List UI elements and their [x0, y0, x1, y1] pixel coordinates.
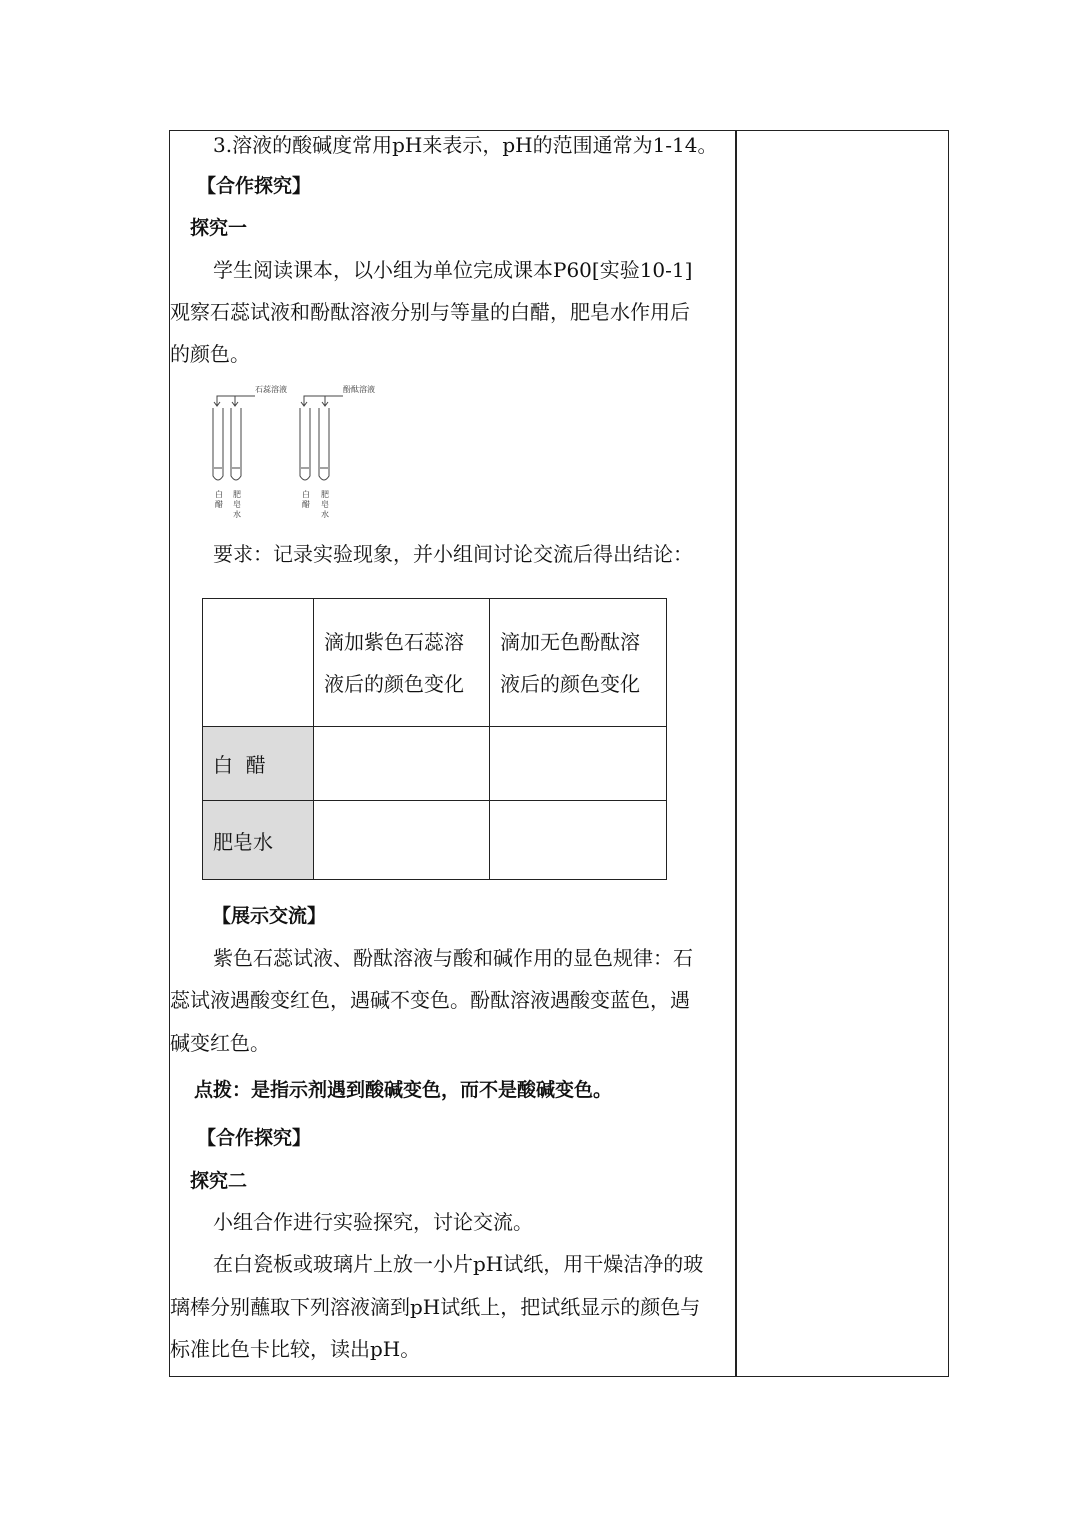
tube-label: 皂 [321, 500, 329, 509]
table-row [203, 801, 667, 880]
header-line: 滴加无色酚酞溶 [500, 629, 640, 654]
header-line: 液后的颜色变化 [500, 671, 640, 696]
header-line: 液后的颜色变化 [324, 671, 464, 696]
inquiry-one-title: 探究一 [190, 217, 248, 239]
tube-label: 水 [321, 510, 329, 519]
arrow-path [217, 396, 235, 406]
section-heading-cooperative-inquiry-2: 【合作探究】 [197, 1127, 312, 1149]
table-cell [490, 801, 667, 880]
inquiry-two-text-line: 在白瓷板或玻璃片上放一小片pH试纸，用干燥洁净的玻 [213, 1252, 704, 1276]
test-tube-figure [205, 380, 390, 530]
header-line: 滴加紫色石蕊溶 [324, 629, 464, 654]
inquiry-two-text-line: 小组合作进行实验探究，讨论交流。 [213, 1210, 533, 1234]
tube-label: 肥 [321, 490, 329, 499]
column-divider [735, 130, 737, 1377]
tube-label: 白 [302, 490, 310, 499]
litmus-solution-label: 石蕊溶液 [255, 385, 287, 394]
inquiry-one-text-line: 学生阅读课本，以小组为单位完成课本P60[实验10-1] [213, 258, 693, 282]
test-tube-white-vinegar-2 [300, 408, 310, 480]
section-heading-cooperative-inquiry: 【合作探究】 [197, 175, 312, 197]
exchange-text-line: 紫色石蕊试液、酚酞溶液与酸和碱作用的显色规律：石 [213, 946, 693, 970]
section-heading-display-exchange: 【展示交流】 [212, 905, 327, 927]
observation-table [202, 598, 667, 880]
table-cell [490, 727, 667, 801]
test-tube-soap-water-1 [231, 408, 241, 480]
table-cell [314, 727, 490, 801]
tube-label: 醋 [215, 500, 223, 509]
test-tube-white-vinegar-1 [213, 408, 223, 480]
exchange-text-line: 碱变红色。 [170, 1031, 270, 1055]
arrow-path [304, 396, 325, 406]
table-row [203, 727, 667, 801]
row-label-white-vinegar: 白 醋 [203, 727, 314, 801]
phenolphthalein-solution-label: 酚酞溶液 [343, 385, 375, 394]
row-label-soap-water: 肥皂水 [203, 801, 314, 880]
tube-label: 皂 [233, 500, 241, 509]
table-header-row [203, 599, 667, 727]
inquiry-one-text-line: 观察石蕊试液和酚酞溶液分别与等量的白醋，肥皂水作用后 [170, 300, 690, 324]
exchange-text-line: 蕊试液遇酸变红色，遇碱不变色。酚酞溶液遇酸变蓝色，遇 [170, 988, 690, 1012]
inquiry-two-text-line: 璃棒分别蘸取下列溶液滴到pH试纸上，把试纸显示的颜色与 [170, 1295, 701, 1319]
tube-label: 白 [215, 490, 223, 499]
requirement-text: 要求：记录实验现象，并小组间讨论交流后得出结论： [213, 542, 693, 566]
inquiry-one-text-line: 的颜色。 [170, 342, 250, 366]
tube-label: 肥 [233, 490, 241, 499]
table-cell [314, 801, 490, 880]
table-corner-cell [203, 599, 314, 727]
test-tube-soap-water-2 [319, 408, 329, 480]
inquiry-two-text-line: 标准比色卡比较，读出pH。 [170, 1337, 421, 1361]
intro-line: 3.溶液的酸碱度常用pH来表示，pH的范围通常为1-14。 [213, 133, 718, 157]
table-header-cell-litmus [314, 599, 490, 727]
inquiry-two-title: 探究二 [190, 1170, 248, 1192]
tube-label: 醋 [302, 500, 310, 509]
tip-text: 点拨：是指示剂遇到酸碱变色，而不是酸碱变色。 [194, 1079, 613, 1101]
tube-label: 水 [233, 510, 241, 519]
table-header-cell-phenolphthalein [490, 599, 667, 727]
